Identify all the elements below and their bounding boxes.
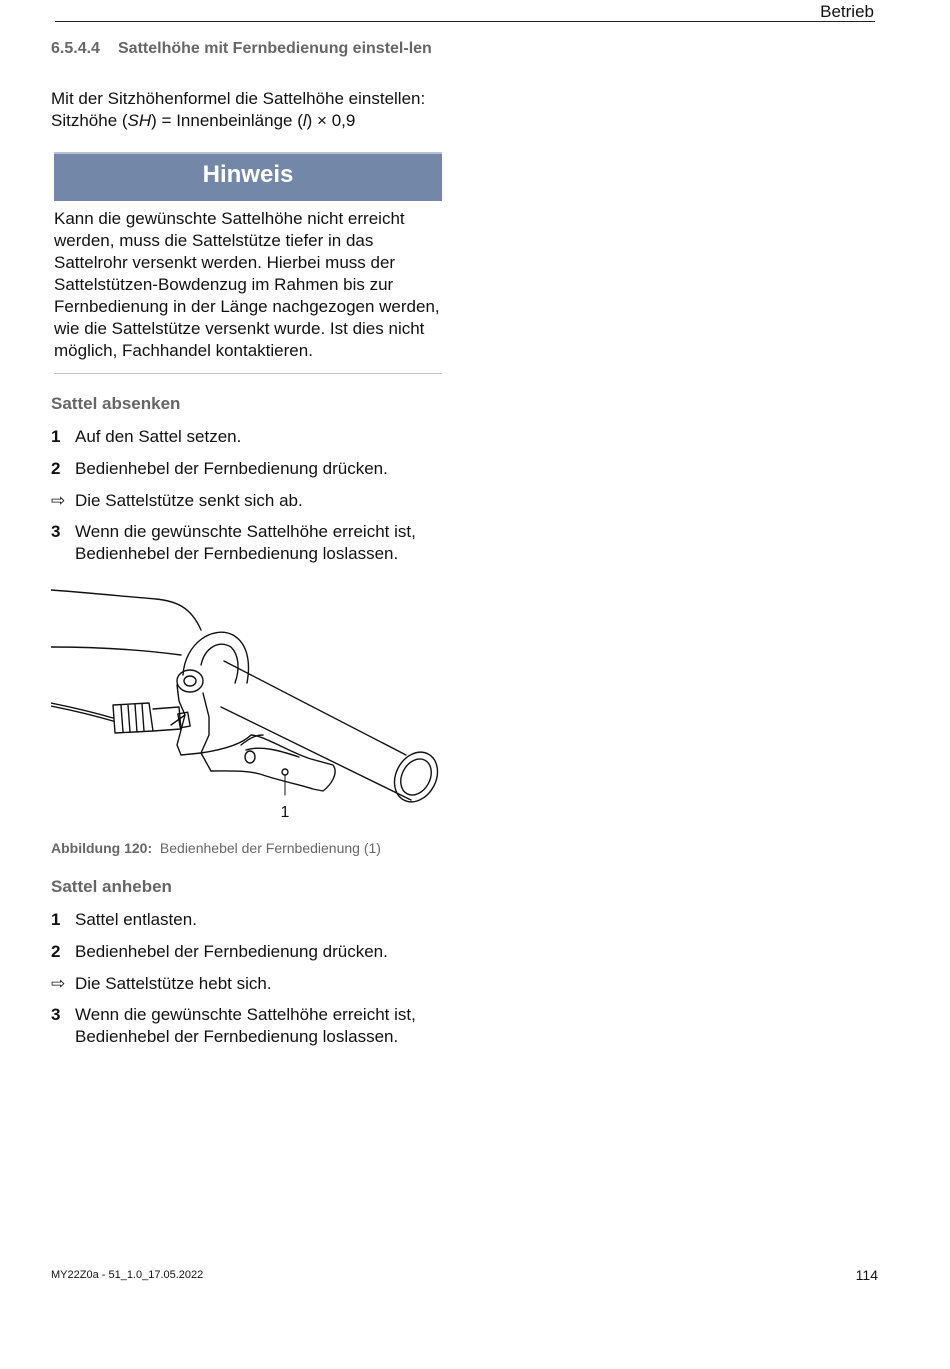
formula-sh: SH [127,111,152,130]
step-text: Sattel entlasten. [75,910,197,929]
frame-upper-line [51,590,201,630]
cable-adjuster [113,703,153,733]
hinweis-divider [54,373,442,374]
result-text: Die Sattelstütze senkt sich ab. [75,491,303,510]
step-text: Bedienhebel der Fernbedienung drücken. [75,942,388,961]
remote-lever [201,735,335,791]
footer-page-number: 114 [855,1267,878,1283]
step-number: 1 [51,910,61,929]
section-number: 6.5.4.4 [51,40,100,57]
section-title: Sattelhöhe mit Fernbedienung einstel-len [118,40,432,57]
footer-document-id: MY22Z0a - 51_1.0_17.05.2022 [51,1269,204,1281]
formula-l: l [302,111,307,130]
step-text: Wenn die gewünschte Sattelhöhe erreicht ist, Bedienhebel der Fernbedienung loslassen. [75,522,416,563]
clamp-ring [183,632,248,683]
handlebar-top-edge [224,661,406,755]
step-number: 3 [51,1005,61,1024]
handlebar-end [386,745,443,810]
step-number: 2 [51,459,61,478]
formula-line: Sitzhöhe (SH) = Innenbeinlänge (l) × 0,9 [51,111,356,130]
subheading-anheben: Sattel anheben [51,877,172,896]
hinweis-title: Hinweis [202,161,294,188]
cable-line [51,703,113,718]
hinweis-banner [54,152,442,201]
callout-label: 1 [280,804,290,821]
frame-lower-line [51,647,181,655]
result-text: Die Sattelstütze hebt sich. [75,974,272,993]
subheading-absenken: Sattel absenken [51,394,181,413]
step-number: 2 [51,942,61,961]
lever-body [177,685,209,755]
header-rule [55,21,875,22]
callout-dot [282,769,288,775]
hinweis-text: Kann die gewünschte Sattelhöhe nicht erreicht werden, muss die Sattelstütze tiefer in das Sattelrohr versenkt werden. Hierbei muss der Sattelstützen-Bowdenzug im Rahmen bis zur Fernbedienung in der Länge nachgezogen werden, wie die Sattelstütze versenkt wurde. Ist dies nicht möglich, Fachhandel kontaktieren. [54,209,440,360]
step-text: Auf den Sattel setzen. [75,427,242,446]
header-section-title: Betrieb [820,2,874,21]
handlebar-bottom-edge [221,707,411,800]
step-text: Wenn die gewünschte Sattelhöhe erreicht ist, Bedienhebel der Fernbedienung loslassen. [75,1005,416,1046]
remote-lever-illustration [51,585,443,825]
step-text: Bedienhebel der Fernbedienung drücken. [75,459,388,478]
intro-line: Mit der Sitzhöhenformel die Sattelhöhe einstellen: [51,89,426,108]
step-number: 1 [51,427,61,446]
figure-caption [51,840,381,856]
caption-label: Abbildung 120: [51,840,153,856]
step-number: 3 [51,522,61,541]
result-arrow-icon: ⇨ [51,491,66,510]
clamp-bolt [177,670,203,692]
result-arrow-icon: ⇨ [51,974,66,993]
intro-paragraph [51,88,451,132]
caption-text: Bedienhebel der Fernbedienung (1) [159,840,381,856]
